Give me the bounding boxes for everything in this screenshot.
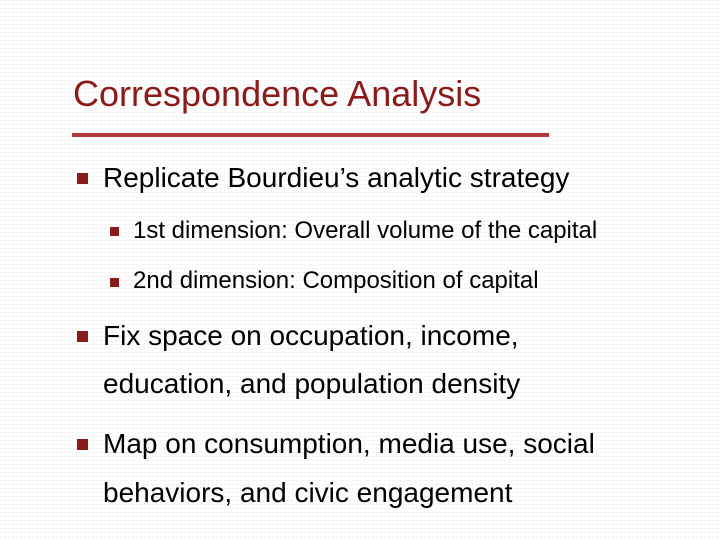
square-bullet-icon [77,439,88,450]
bullet-2-line-1: Fix space on occupation, income, [103,320,519,351]
bullet-1-text: Replicate Bourdieu’s analytic strategy [103,162,570,193]
bullet-2-line-2: education, and population density [103,368,521,399]
bullet-3-line-1: Map on consumption, media use, social [103,428,595,459]
square-bullet-icon [77,331,88,342]
bullet-3-line-2: behaviors, and civic engagement [103,477,513,508]
sub-bullet-2-text: 2nd dimension: Composition of capital [133,267,539,294]
sub-bullet-1-text: 1st dimension: Overall volume of the capital [133,217,598,244]
square-bullet-icon [77,173,88,184]
slide-title: Correspondence Analysis [73,73,482,114]
square-bullet-icon [110,227,119,236]
square-bullet-icon [110,278,119,287]
